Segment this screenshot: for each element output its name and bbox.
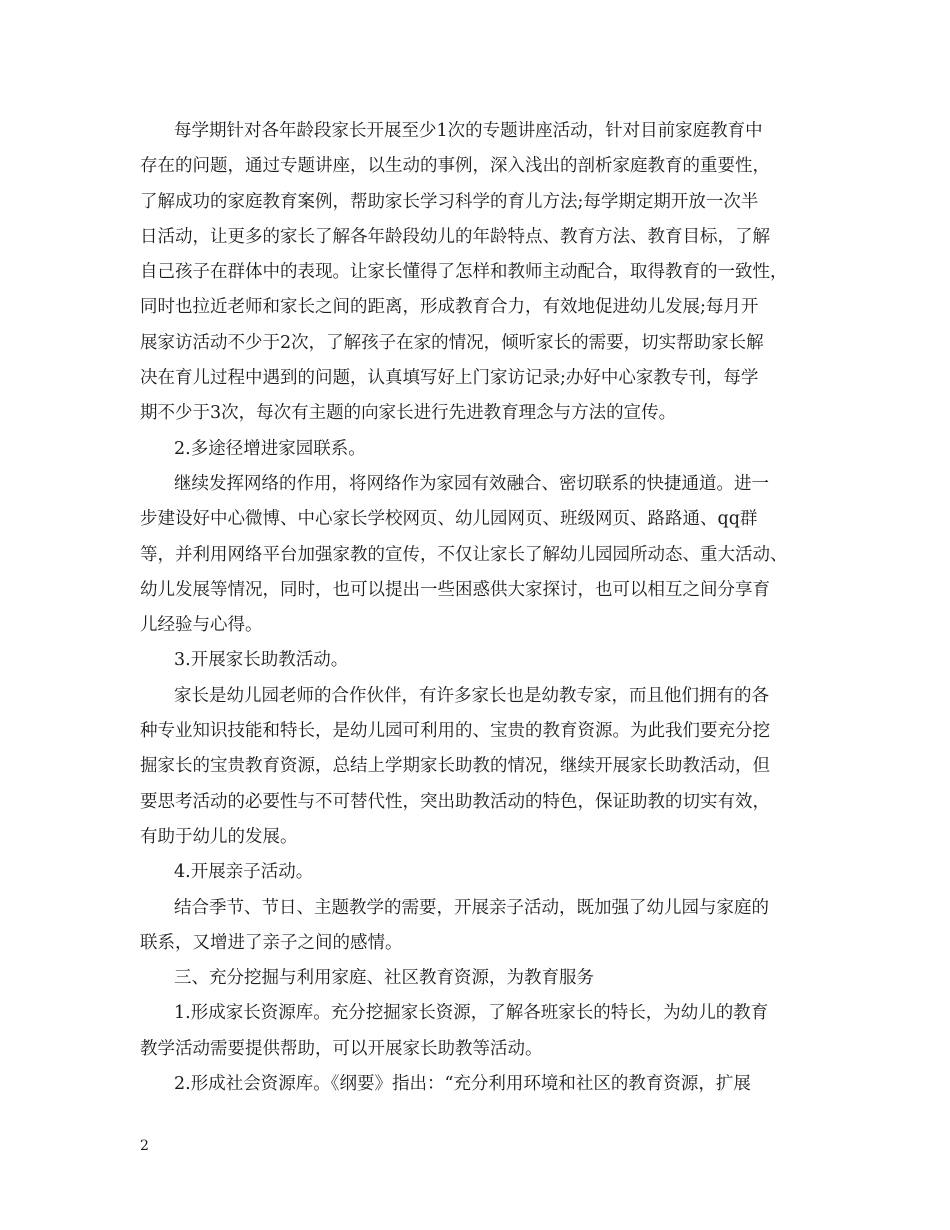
heading-section-three xyxy=(140,961,820,996)
paragraph-parent-resource xyxy=(140,996,820,1067)
text-line: 结合季节、节日、主题教学的需要，开展亲子活动，既加强了幼儿园与家庭的 xyxy=(174,897,769,918)
text-line: 同时也拉近老师和家长之间的距离，形成教育合力，有效地促进幼儿发展;每月开 xyxy=(140,297,759,318)
text-line: 3.开展家长助教活动。 xyxy=(174,650,349,671)
paragraph-parent-child xyxy=(140,891,820,962)
text-line: 了解成功的家庭教育案例，帮助家长学习科学的育儿方法;每学期定期开放一次半 xyxy=(140,191,759,212)
paragraph-parent-assistant xyxy=(140,679,820,855)
heading-parent-assistant xyxy=(140,643,820,678)
paragraph-network xyxy=(140,467,820,643)
text-line: 幼儿发展等情况，同时，也可以提出一些困惑供大家探讨，也可以相互之间分享育 xyxy=(140,579,770,600)
text-line: 儿经验与心得。 xyxy=(140,615,263,636)
page-number: 2 xyxy=(140,1138,149,1154)
text-line: 决在育儿过程中遇到的问题，认真填写好上门家访记录;办好中心家教专刊，每学 xyxy=(140,368,759,389)
text-line: 继续发挥网络的作用，将网络作为家园有效融合、密切联系的快捷通道。进一 xyxy=(174,473,769,494)
text-line: 每学期针对各年龄段家长开展至少1次的专题讲座活动，针对目前家庭教育中 xyxy=(174,121,763,141)
text-line: 日活动，让更多的家长了解各年龄段幼儿的年龄特点、教育方法、教育目标，了解 xyxy=(140,226,770,247)
paragraph-social-resource xyxy=(140,1067,820,1102)
text-line: 教学活动需要提供帮助，可以开展家长助教等活动。 xyxy=(140,1038,543,1059)
text-line: 存在的问题，通过专题讲座，以生动的事例，深入浅出的剖析家庭教育的重要性， xyxy=(140,156,770,177)
text-line: 种专业知识技能和特长，是幼儿园可利用的、宝贵的教育资源。为此我们要充分挖 xyxy=(140,721,770,742)
text-line: 展家访活动不少于2次，了解孩子在家的情况，倾听家长的需要，切实帮助家长解 xyxy=(140,332,764,353)
text-line: 自己孩子在群体中的表现。让家长懂得了怎样和教师主动配合，取得教育的一致性， xyxy=(140,262,788,283)
text-line: 联系，又增进了亲子之间的感情。 xyxy=(140,932,403,953)
text-line: 2.形成社会资源库。《纲要》指出：“充分利用环境和社区的教育资源，扩展 xyxy=(174,1074,751,1095)
text-line: 要思考活动的必要性与不可替代性，突出助教活动的特色，保证助教的切实有效， xyxy=(140,791,770,812)
paragraph-lecture-activities xyxy=(140,114,820,432)
text-line: 有助于幼儿的发展。 xyxy=(140,826,298,847)
text-line: 家长是幼儿园老师的合作伙伴，有许多家长也是幼教专家，而且他们拥有的各 xyxy=(174,685,769,706)
text-line: 1.形成家长资源库。充分挖掘家长资源，了解各班家长的特长，为幼儿的教育 xyxy=(174,1003,769,1024)
text-line: 期不少于3次，每次有主题的向家长进行先进教育理念与方法的宣传。 xyxy=(140,403,677,424)
heading-parent-child xyxy=(140,855,820,890)
text-line: 掘家长的宝贵教育资源，总结上学期家长助教的情况，继续开展家长助教活动，但 xyxy=(140,756,770,777)
text-line: 步建设好中心微博、中心家长学校网页、幼儿园网页、班级网页、路路通、qq群 xyxy=(140,509,758,530)
text-line: 4.开展亲子活动。 xyxy=(174,862,314,883)
text-line: 等，并利用网络平台加强家教的宣传，不仅让家长了解幼儿园园所动态、重大活动、 xyxy=(140,544,788,565)
text-line: 2.多途径增进家园联系。 xyxy=(174,438,366,459)
document-body xyxy=(140,114,820,1102)
heading-home-school-contact xyxy=(140,432,820,467)
text-line: 三、充分挖掘与利用家庭、社区教育资源，为教育服务 xyxy=(174,968,594,989)
